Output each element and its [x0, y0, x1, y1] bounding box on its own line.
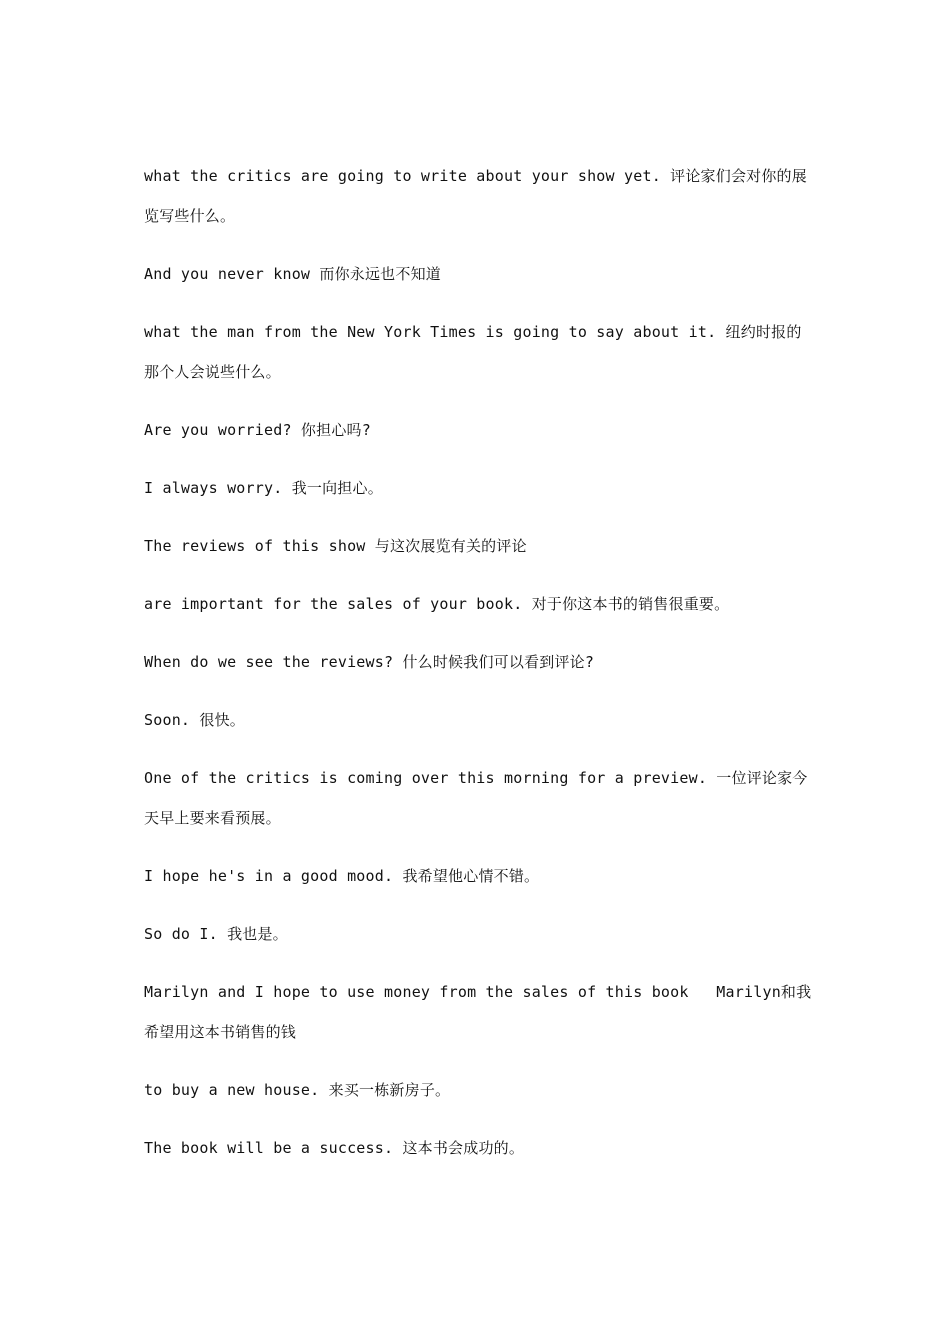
paragraph-13: Marilyn and I hope to use money from the sales of this book Marilyn和我希望用这本书销售的钱 — [144, 983, 812, 1041]
paragraph-3: what the man from the New York Times is going to say about it. 纽约时报的那个人会说些什么。 — [144, 323, 802, 381]
paragraph-6: The reviews of this show 与这次展览有关的评论 — [144, 537, 527, 555]
paragraph-9: Soon. 很快。 — [144, 711, 245, 729]
paragraph-11: I hope he's in a good mood. 我希望他心情不错。 — [144, 867, 540, 885]
document-body — [144, 156, 814, 1186]
paragraph-4: Are you worried? 你担心吗? — [144, 421, 371, 439]
paragraph-7: are important for the sales of your book. 对于你这本书的销售很重要。 — [144, 595, 730, 613]
paragraph-12: So do I. 我也是。 — [144, 925, 288, 943]
paragraph-1: what the critics are going to write about your show yet. 评论家们会对你的展览写些什么。 — [144, 167, 807, 225]
paragraph-15: The book will be a success. 这本书会成功的。 — [144, 1139, 525, 1157]
paragraph-10: One of the critics is coming over this morning for a preview. 一位评论家今天早上要来看预展。 — [144, 769, 808, 827]
paragraph-2: And you never know 而你永远也不知道 — [144, 265, 441, 283]
paragraph-8: When do we see the reviews? 什么时候我们可以看到评论? — [144, 653, 595, 671]
paragraph-5: I always worry. 我一向担心。 — [144, 479, 383, 497]
paragraph-14: to buy a new house. 来买一栋新房子。 — [144, 1081, 451, 1099]
